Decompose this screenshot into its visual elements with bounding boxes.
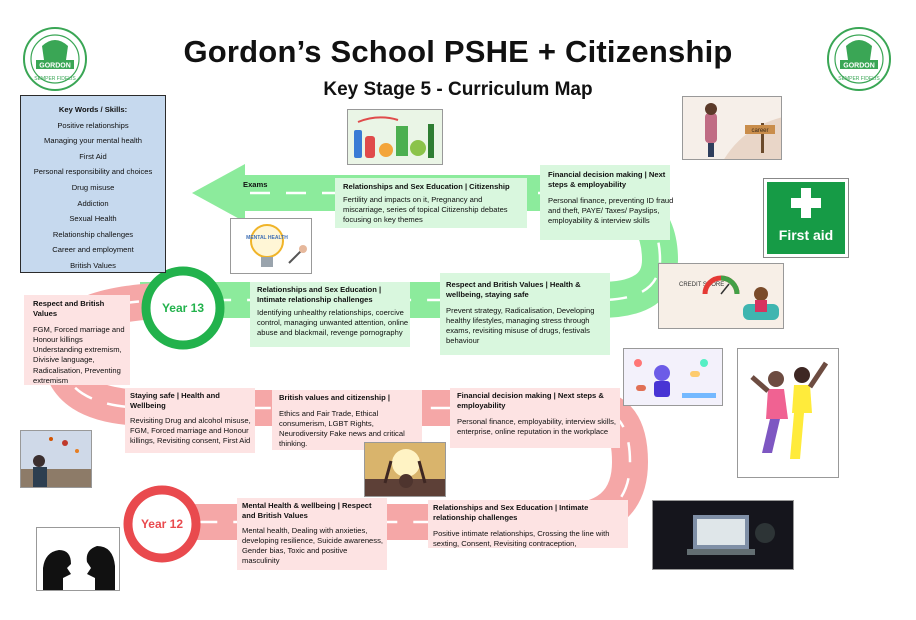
career-image xyxy=(682,96,782,160)
page-title: Gordon’s School PSHE + Citizenship xyxy=(183,34,733,69)
first-aid-sign xyxy=(763,178,849,258)
section-heading: Relationships and Sex Education | Citizenship xyxy=(343,182,510,191)
keyword-item: Personal responsibility and choices xyxy=(33,167,153,177)
section-british-citizenship xyxy=(279,393,421,449)
first-aid-label: First aid xyxy=(778,227,834,243)
key-words-title: Key Words / Skills: xyxy=(58,105,128,114)
section-heading: British values and citizenship | xyxy=(279,393,390,402)
crest-name: GORDON xyxy=(39,62,71,70)
section-body: Positive intimate relationships, Crossing the line with sexting, Consent, Revisiting contraception, xyxy=(433,529,610,549)
section-body: Fertility and impacts on it, Pregnancy and miscarriage, series of topical Citizenship debates focusing on key themes xyxy=(343,195,508,225)
mental-health-image xyxy=(230,218,312,274)
school-crest-right xyxy=(826,26,892,92)
section-mental-health xyxy=(242,501,387,567)
keyword-item: Addiction xyxy=(77,198,109,208)
school-crest-left xyxy=(22,26,88,92)
section-rse-intimate-y13 xyxy=(257,285,409,338)
keyword-item: Relationship challenges xyxy=(52,229,134,239)
career-sign-text: career xyxy=(751,128,769,134)
bulb-text: MENTAL HEALTH xyxy=(246,235,288,241)
drug-misuse-image xyxy=(623,348,723,406)
keyword-item: Positive relationships xyxy=(57,120,129,130)
keyword-item: Career and employment xyxy=(52,245,134,255)
credit-score-text: CREDIT SCORE xyxy=(679,282,725,288)
section-body: Personal finance, preventing ID fraud and theft, PAYE/ Taxes/ Payslips, employability & interview skills xyxy=(548,196,674,226)
credit-score-image xyxy=(658,263,784,329)
keyword-item: Managing your mental health xyxy=(44,136,142,146)
key-words-box xyxy=(20,95,166,273)
online-laptop-image xyxy=(652,500,794,570)
section-body: Mental health, Dealing with anxieties, developing resilience, Suicide awareness, Gender bias, Toxic and positive masculinity xyxy=(242,526,383,566)
section-body: FGM, Forced marriage and Honour killings Understanding extremism, Divisive language, Radicalisation, Preventing extremism xyxy=(33,325,125,385)
section-heading: Staying safe | Health and Wellbeing xyxy=(130,391,220,411)
section-heading: Financial decision making | Next steps & employability xyxy=(457,391,604,411)
section-heading: Mental Health & wellbeing | Respect and British Values xyxy=(242,501,372,521)
section-body: Personal finance, employability, interview skills, enterprise, online reputation in the workplace xyxy=(457,417,616,437)
section-staying-safe xyxy=(130,391,252,446)
section-financial-y13 xyxy=(548,170,676,226)
year13-label: Year 13 xyxy=(161,301,205,315)
couple-image xyxy=(737,348,839,478)
year12-label: Year 12 xyxy=(140,517,184,531)
section-heading: Respect and British Values xyxy=(33,299,105,319)
healthy-lifestyle-image xyxy=(347,109,443,165)
crest-motto: SEMPER FIDELIS xyxy=(34,76,76,82)
section-heading: Relationships and Sex Education | Intimate relationship challenges xyxy=(257,285,382,305)
keyword-item: First Aid xyxy=(79,151,107,161)
section-body: Revisiting Drug and alcohol misuse, FGM, Forced marriage and Honour killings, Revisiting consent, First Aid xyxy=(130,416,251,446)
first-aid-cross-icon xyxy=(793,188,819,218)
keyword-item: British Values xyxy=(70,260,116,270)
crest-motto: SEMPER FIDELIS xyxy=(838,76,880,82)
keyword-item: Sexual Health xyxy=(69,214,117,224)
section-heading: Relationships and Sex Education | Intimate relationship challenges xyxy=(433,503,589,523)
section-rse-intimate-y12 xyxy=(433,503,628,549)
section-respect-british xyxy=(33,299,129,386)
section-heading: Financial decision making | Next steps & employability xyxy=(548,170,666,190)
festival-image xyxy=(364,442,446,497)
section-body: Ethics and Fair Trade, Ethical consumerism, LGBT Rights, Neurodiversity Fake news and critical thinking. xyxy=(279,409,405,449)
section-body: Identifying unhealthy relationships, coercive control, managing unwanted attention, online abuse and blackmail, revenge pornography xyxy=(257,308,409,338)
section-heading: Exams xyxy=(243,180,268,189)
page-subtitle: Key Stage 5 - Curriculum Map xyxy=(323,79,593,100)
argument-image xyxy=(36,527,120,591)
section-rse-citizenship xyxy=(343,182,523,225)
section-exams xyxy=(243,180,323,190)
crest-name: GORDON xyxy=(843,62,875,70)
section-body: Prevent strategy, Radicalisation, Developing healthy lifestyles, managing stress through exams, revisiting misuse of drugs, festivals behaviour xyxy=(446,306,595,346)
keyword-item: Drug misuse xyxy=(71,182,115,192)
section-financial-y12 xyxy=(457,391,620,437)
section-heading: Respect and British Values | Health & wellbeing, staying safe xyxy=(446,280,581,300)
section-respect-health xyxy=(446,280,608,347)
balloons-image xyxy=(20,430,92,488)
